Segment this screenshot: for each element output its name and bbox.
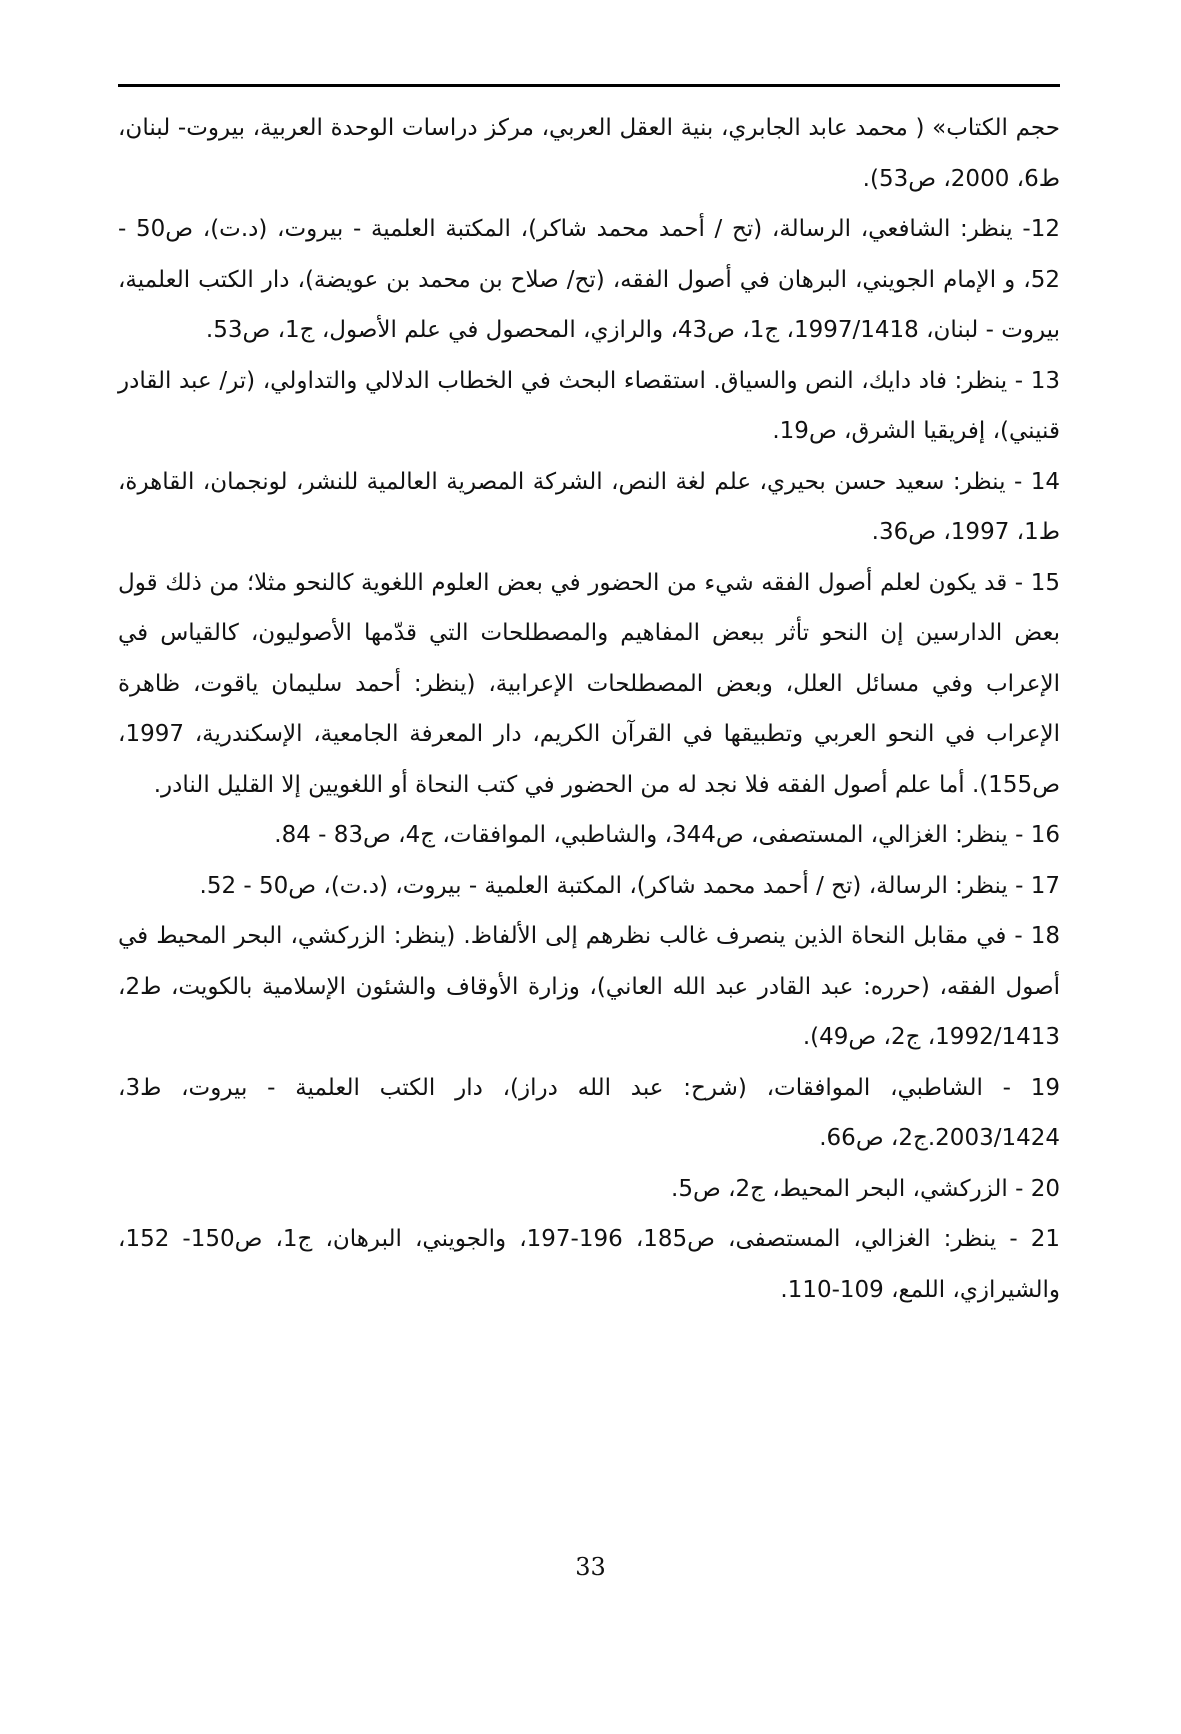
footnote-separator-line [118,84,1060,87]
footnote-13: 13 - ينظر: فاد دايك، النص والسياق. استقصاء البحث في الخطاب الدلالي والتداولي، (تر/ عبد القادر قنيني)، إفريقيا الشرق، ص19. [118,367,1060,444]
footnote-21: 21 - ينظر: الغزالي، المستصفى، ص185، 196-197، والجويني، البرهان، ج1، ص150- 152، والشيرازي، اللمع، 109-110. [118,1226,1060,1303]
footnote-15: 15 - قد يكون لعلم أصول الفقه شيء من الحضور في بعض العلوم اللغوية كالنحو مثلا؛ من ذلك قول بعض الدارسين إن النحو تأثر ببعض المفاهيم والمصطلحات التي قدّمها الأصوليون، كالقياس في الإعراب وفي مسائل العلل، وبعض المصطلحات الإعرابية، (ينظر: أحمد سليمان ياقوت، ظاهرة الإعراب في النحو العربي وتطبيقها في القرآن الكريم، دار المعرفة الجامعية، الإسكندرية، 1997، ص155). أما علم أصول الفقه فلا نجد له من الحضور في كتب النحاة أو اللغويين إلا القليل النادر. [118,569,1060,798]
footnote-17: 17 - ينظر: الرسالة، (تح / أحمد محمد شاكر)، المكتبة العلمية - بيروت، (د.ت)، ص50 - 52. [199,872,1060,899]
footnote-20: 20 - الزركشي، البحر المحيط، ج2، ص5. [671,1175,1060,1202]
footnote-18: 18 - في مقابل النحاة الذين ينصرف غالب نظرهم إلى الألفاظ. (ينظر: الزركشي، البحر المحيط في أصول الفقه، (حرره: عبد القادر عبد الله العاني)، وزارة الأوقاف والشئون الإسلامية بالكويت، ط2، 1992/1413، ج2، ص49). [118,923,1060,1050]
page-number: 33 [575,1553,606,1581]
footnote-19: 19 - الشاطبي، الموافقات، (شرح: عبد الله دراز)، دار الكتب العلمية - بيروت، ط3، 2003/1424.ج2، ص66. [118,1074,1060,1151]
footnote-16: 16 - ينظر: الغزالي، المستصفى، ص344، والشاطبي، الموافقات، ج4، ص83 - 84. [274,822,1060,848]
footnote-14: 14 - ينظر: سعيد حسن بحيري، علم لغة النص، الشركة المصرية العالمية للنشر، لونجمان، القاهرة، ط1، 1997، ص36. [118,468,1060,545]
footnote-12: 12- ينظر: الشافعي، الرسالة، (تح / أحمد محمد شاكر)، المكتبة العلمية - بيروت، (د.ت)، ص50 - 52، و الإمام الجويني، البرهان في أصول الفقه، (تح/ صلاح بن محمد بن عويضة)، دار الكتب العلمية، بيروت - لبنان، 1997/1418، ج1، ص43، والرازي، المحصول في علم الأصول، ج1، ص53. [118,216,1060,343]
footnotes-section [118,103,1060,1315]
footnote-continued: حجم الكتاب» ( محمد عابد الجابري، بنية العقل العربي، مركز دراسات الوحدة العربية، بيروت- لبنان، ط6، 2000، ص53). [118,115,1060,192]
